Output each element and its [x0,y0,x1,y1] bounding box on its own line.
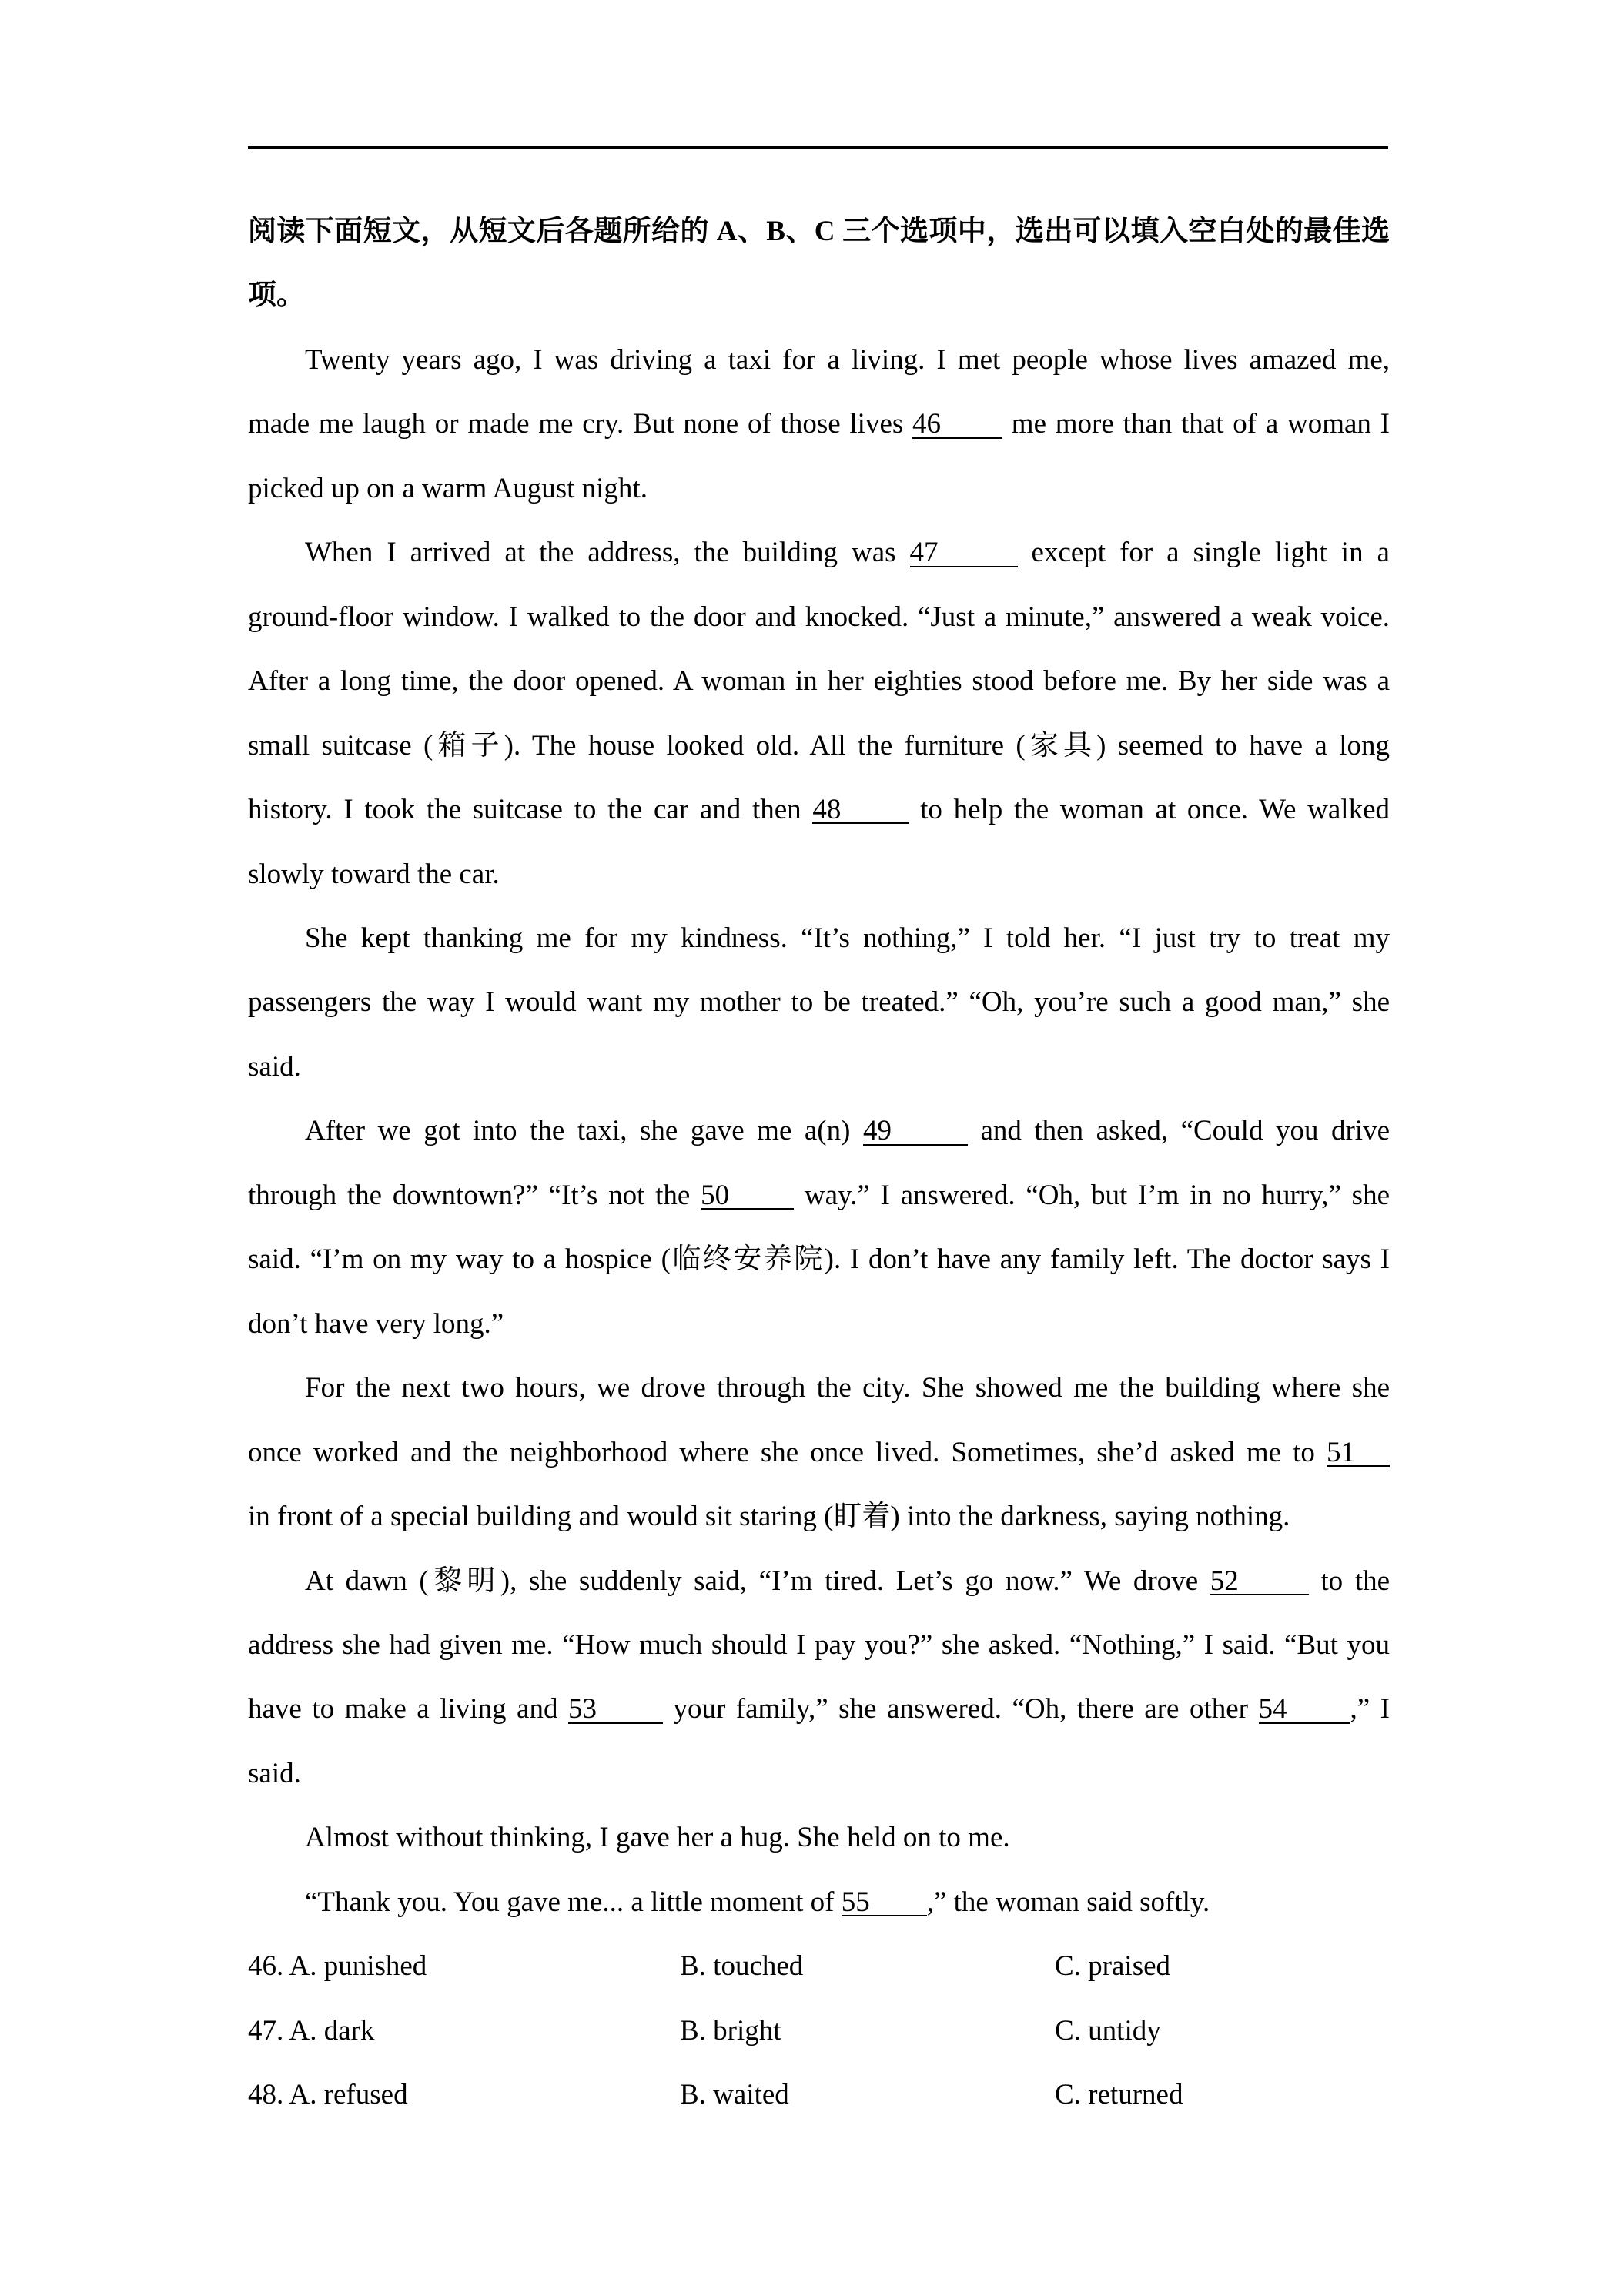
answer-blank-50: 50 [701,1183,794,1210]
passage-line: said. “I’m on my way to a hospice (临终安养院). I don’t have any family left. The doctor says I [248,1243,1390,1276]
passage-line [248,1163,1390,1227]
passage-paragraph [248,1806,1390,1869]
question-number: 47. [248,2014,284,2047]
passage-paragraph [248,1870,1390,1934]
option-a [248,1934,680,1998]
passage-paragraph [248,1099,1390,1356]
question-number: 48. [248,2079,284,2111]
question-row-47 [248,1999,1390,2063]
passage-text: made me laugh or made me cry. But none of those lives [248,408,913,440]
answer-blank-55: 55 [842,1889,927,1916]
page-content [248,199,1390,2127]
passage-line [248,1099,1390,1163]
option-a-text: A. punished [289,1950,427,1983]
passage-text: and then asked, “Could you drive [967,1115,1390,1147]
passage-line [248,1677,1390,1741]
passage-text: your family,” she answered. “Oh, there are other [662,1693,1259,1725]
passage-line [248,1549,1390,1613]
option-a-text: A. dark [289,2014,375,2047]
passage-paragraph [248,328,1390,520]
answer-blank-48: 48 [812,797,909,824]
passage-line: said. [248,1050,301,1083]
instruction [248,199,1390,328]
passage-line [248,778,1390,842]
passage-line: address she had given me. “How much should I pay you?” she asked. “Nothing,” I said. “But you [248,1628,1390,1661]
passage-line: small suitcase (箱子). The house looked old. All the furniture (家具) seemed to have a long [248,729,1390,761]
answer-blank-47: 47 [910,540,1018,567]
option-a [248,2063,680,2127]
passage-paragraph [248,1356,1390,1548]
passage-text: After we got into the taxi, she gave me a(n) [305,1115,863,1147]
option-b: B. bright [680,2014,781,2047]
header-rule [248,146,1388,149]
passage-line: passengers the way I would want my mother to be treated.” “Oh, you’re such a good man,” she [248,986,1390,1019]
passage-text: history. I took the suitcase to the car and then [248,794,813,826]
passage-text: ,” I [1350,1693,1390,1725]
passage-line: Almost without thinking, I gave her a hug. She held on to me. [305,1822,1010,1854]
passage-text: through the downtown?” “It’s not the [248,1179,701,1211]
answer-blank-54: 54 [1259,1696,1350,1723]
passage-line [248,520,1390,584]
passage-line: slowly toward the car. [248,858,500,890]
passage-text: When I arrived at the address, the building was [305,537,910,569]
passage-line: in front of a special building and would sit staring (盯着) into the darkness, saying nothing. [248,1501,1290,1533]
answer-blank-53: 53 [568,1696,663,1723]
passage-text: way.” I answered. “Oh, but I’m in no hurry,” she [794,1179,1390,1211]
passage-line: She kept thanking me for my kindness. “It’s nothing,” I told her. “I just try to treat my [305,922,1390,954]
passage-text: ,” the woman said softly. [926,1886,1210,1918]
passage-text: me more than that of a woman I [1002,408,1390,440]
passage-line: picked up on a warm August night. [248,472,648,504]
passage-text: “Thank you. You gave me... a little moment of [305,1886,842,1918]
passage-paragraph [248,1549,1390,1806]
option-a [248,1999,680,2063]
passage-paragraph [248,520,1390,906]
passage-text: except for a single light in a [1017,537,1390,569]
passage-line [248,1421,1390,1484]
answer-blank-49: 49 [863,1118,968,1145]
option-c: C. praised [1055,1950,1171,1983]
passage-line: said. [248,1757,301,1789]
option-b: B. waited [680,2079,789,2111]
answer-blank-46: 46 [912,411,1002,438]
option-c: C. returned [1055,2079,1183,2111]
question-number: 46. [248,1950,284,1983]
option-c: C. untidy [1055,2014,1161,2047]
passage-line: After a long time, the door opened. A woman in her eighties stood before me. By her side was a [248,665,1390,698]
option-b: B. touched [680,1950,804,1983]
question-row-46 [248,1934,1390,1998]
passage-text: to the [1308,1565,1390,1597]
question-row-48 [248,2063,1390,2127]
question-list [248,1934,1390,2127]
passage-line [248,392,1390,456]
passage-text: once worked and the neighborhood where she once lived. Sometimes, she’d asked me to [248,1436,1327,1468]
passage-paragraph [248,906,1390,1099]
passage-text: to help the woman at once. We walked [909,794,1390,826]
instruction-line: 阅读下面短文，从短文后各题所给的 A、B、C 三个选项中，选出可以填入空白处的最佳选 [248,216,1390,247]
passage [248,328,1390,1934]
passage-text: At dawn (黎明), she suddenly said, “I’m tired. Let’s go now.” We drove [305,1565,1210,1597]
passage-line: don’t have very long.” [248,1307,504,1340]
answer-blank-52: 52 [1210,1568,1309,1595]
option-a-text: A. refused [289,2079,408,2111]
passage-line [248,1870,1390,1934]
passage-line: For the next two hours, we drove through the city. She showed me the building where she [305,1372,1390,1404]
passage-line: ground-floor window. I walked to the door and knocked. “Just a minute,” answered a weak voice. [248,601,1390,633]
instruction-line: 项。 [248,279,305,312]
passage-line: Twenty years ago, I was driving a taxi for a living. I met people whose lives amazed me, [305,343,1390,376]
answer-blank-51: 51 [1327,1440,1390,1467]
passage-text: have to make a living and [248,1693,568,1725]
